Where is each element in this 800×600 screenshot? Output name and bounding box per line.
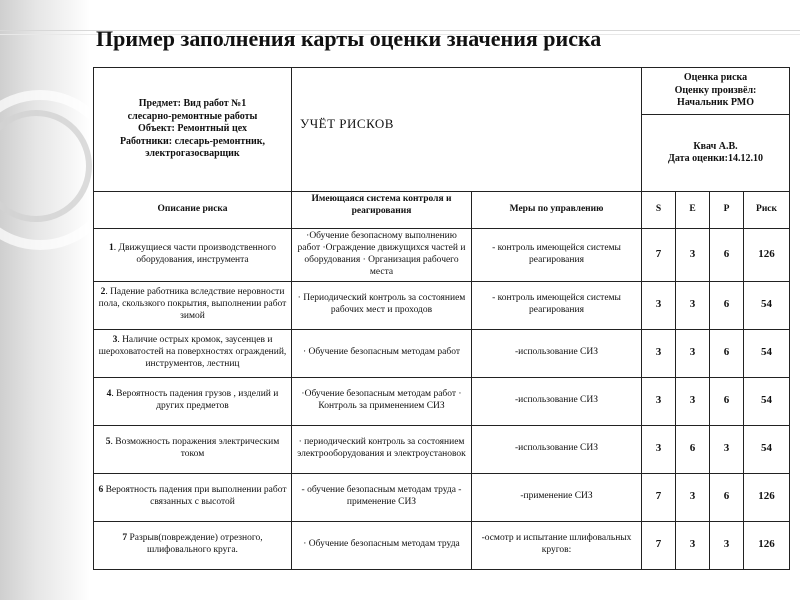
control-system: - обучение безопасным методам труда - применение СИЗ [292,473,472,521]
management-measures: -использование СИЗ [472,425,642,473]
subject-cell [94,68,292,192]
col-p: P [710,192,744,229]
approval-line: Начальник РМО [677,97,754,109]
value-e: 3 [676,521,710,569]
risk-text: . Наличие острых кромок, заусенцев и шероховатостей на поверхностях ограждений, инструментов, лестниц [98,335,287,369]
value-p: 6 [710,377,744,425]
slide-title: Пример заполнения карты оценки значения риска [96,26,602,51]
value-e: 3 [676,377,710,425]
value-e: 3 [676,229,710,282]
value-risk: 126 [744,473,790,521]
table-row [94,377,790,425]
table-row [94,329,790,377]
value-risk: 54 [744,281,790,329]
value-e: 3 [676,329,710,377]
value-risk: 54 [744,329,790,377]
value-p: 6 [710,329,744,377]
control-system: ·Обучение безопасному выполнению работ ·Ограждение движущихся частей и оборудования · Организация рабочего места [292,229,472,282]
risk-description [94,329,292,377]
table-row [94,281,790,329]
risk-number: 3 [112,335,118,346]
value-e: 3 [676,281,710,329]
control-system: · Обучение безопасным методам работ [292,329,472,377]
approval-line: Оценка риска [683,72,748,84]
value-s: 3 [642,425,676,473]
management-measures: - контроль имеющейся системы реагирования [472,229,642,282]
value-p: 6 [710,229,744,282]
management-measures: -использование СИЗ [472,329,642,377]
risk-description [94,281,292,329]
risk-text: . Падение работника вследствие неровности пола, скользкого покрытия, выполнении работ зимой [98,287,287,321]
value-s: 3 [642,377,676,425]
col-control: Имеющаяся система контроля и реагирования [292,192,472,229]
value-e: 6 [676,425,710,473]
col-s: S [642,192,676,229]
risk-text: Вероятность падения при выполнении работ связанных с высотой [103,485,287,507]
risk-description [94,425,292,473]
approval-line: Оценку произвёл: [674,84,757,96]
col-description: Описание риска [94,192,292,229]
system-name-cell [292,68,642,192]
value-risk: 126 [744,521,790,569]
risk-description [94,377,292,425]
risk-text: . Возможность поражения электрическим током [110,437,280,459]
value-s: 7 [642,521,676,569]
risk-number: 5 [105,437,111,448]
value-risk: 126 [744,229,790,282]
control-system: · Обучение безопасным методам труда [292,521,472,569]
management-measures: -осмотр и испытание шлифовальных кругов: [472,521,642,569]
risk-description [94,473,292,521]
table-row [94,229,790,282]
value-s: 7 [642,229,676,282]
subject-line: Предмет: Вид работ №1 [138,98,247,110]
value-p: 3 [710,521,744,569]
value-p: 6 [710,281,744,329]
value-s: 3 [642,329,676,377]
value-s: 3 [642,281,676,329]
card-header-row [94,68,790,115]
risk-text: Разрыв(повреждение) отрезного, шлифовального круга. [127,533,263,555]
value-p: 6 [710,473,744,521]
col-measures: Меры по управлению [472,192,642,229]
management-measures: - контроль имеющейся системы реагирования [472,281,642,329]
assessor-cell [642,115,790,192]
risk-number: 6 [98,485,104,496]
system-name: УЧЁТ РИСКОВ [300,116,394,132]
col-risk: Риск [744,192,790,229]
risk-number: 2 [100,287,106,298]
risk-text: . Движущиеся части производственного оборудования, инструмента [113,242,276,265]
control-system: ·Обучение безопасным методам работ · Контроль за применением СИЗ [292,377,472,425]
value-s: 7 [642,473,676,521]
risk-number: 4 [106,389,112,400]
risk-card-table [93,67,790,570]
column-header-row [94,192,790,229]
value-p: 3 [710,425,744,473]
risk-description [94,521,292,569]
assessment-date: Дата оценки:14.12.10 [668,153,763,164]
subject-line: Работники: слесарь-ремонтник, [119,135,266,147]
table-row [94,425,790,473]
risk-number: 7 [122,533,128,544]
table-row [94,521,790,569]
management-measures: -использование СИЗ [472,377,642,425]
risk-text: . Вероятность падения грузов , изделий и других предметов [111,389,279,411]
risk-description [94,229,292,282]
subject-line: Объект: Ремонтный цех [138,123,247,135]
subject-line: электрогазосварщик [145,148,240,160]
table-row [94,473,790,521]
assessor-name: Квач А.В. [693,140,738,152]
value-e: 3 [676,473,710,521]
control-system: · периодический контроль за состоянием электрооборудования и электроустановок [292,425,472,473]
subject-line: слесарно-ремонтные работы [127,110,258,122]
risk-number: 1 [109,242,114,253]
value-risk: 54 [744,377,790,425]
approval-cell [642,68,790,115]
control-system: · Периодический контроль за состоянием рабочих мест и проходов [292,281,472,329]
management-measures: -применение СИЗ [472,473,642,521]
col-e: E [676,192,710,229]
value-risk: 54 [744,425,790,473]
